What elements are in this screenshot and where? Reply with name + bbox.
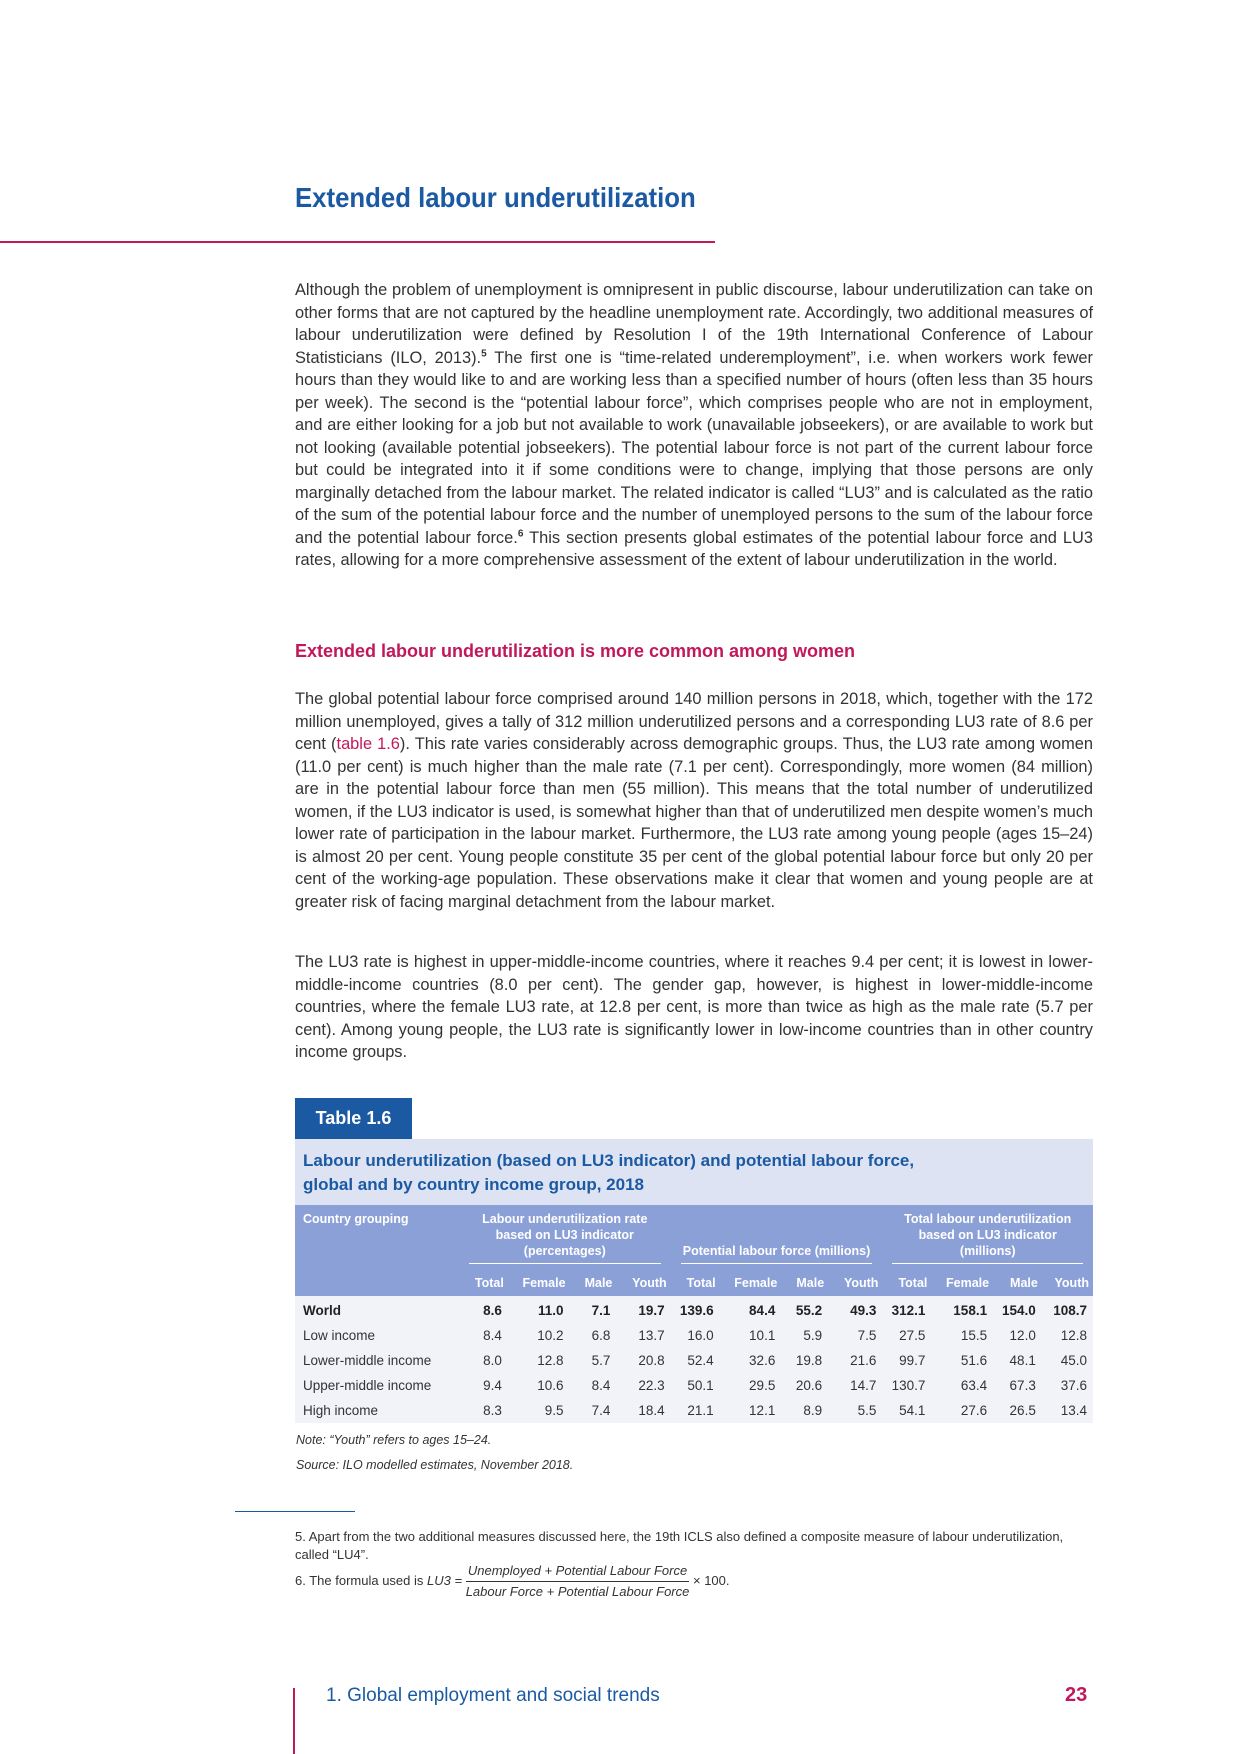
table-cell: 7.4 <box>570 1398 617 1423</box>
subheader-female: Female <box>720 1268 782 1296</box>
table-row-lower-middle-income <box>295 1348 1093 1373</box>
subheader-female: Female <box>508 1268 570 1296</box>
formula-denominator: Labour Force + Potential Labour Force <box>465 1584 690 1599</box>
header-total-underutilization: Total labour underutilization based on LU3 indicator (millions) <box>882 1205 1093 1268</box>
subheader-total: Total <box>671 1268 720 1296</box>
table-cell: 14.7 <box>828 1373 882 1398</box>
formula-lhs: LU3 = <box>427 1572 463 1588</box>
table-cell: 99.7 <box>882 1348 931 1373</box>
subheader-total: Total <box>882 1268 931 1296</box>
formula-fraction <box>466 1562 690 1601</box>
table-cell: 8.6 <box>459 1296 508 1323</box>
table-cell: 52.4 <box>671 1348 720 1373</box>
subheader-youth: Youth <box>828 1268 882 1296</box>
table-cell: 19.7 <box>616 1296 670 1323</box>
subheader-total: Total <box>459 1268 508 1296</box>
table-cell: 13.7 <box>616 1323 670 1348</box>
subheader-youth: Youth <box>616 1268 670 1296</box>
body-paragraph-women <box>295 688 1093 913</box>
table-cell: 11.0 <box>508 1296 570 1323</box>
table-cell: 49.3 <box>828 1296 882 1323</box>
row-label: Low income <box>295 1323 459 1348</box>
table-cell: 51.6 <box>931 1348 993 1373</box>
formula-suffix: × 100. <box>693 1572 730 1588</box>
table-row-world <box>295 1296 1093 1323</box>
subheader-male: Male <box>570 1268 617 1296</box>
subheader-male: Male <box>781 1268 828 1296</box>
table-cell: 26.5 <box>993 1398 1042 1423</box>
body-text-a: The global potential labour force comprised around 140 million persons in 2018, which, together with the 172 million unemployed, gives a tally of 312 million underutilized persons and a corresponding LU3 rate of 8.6 per cent ( <box>295 690 1093 753</box>
subheader-male: Male <box>993 1268 1042 1296</box>
table-cell: 19.8 <box>781 1348 828 1373</box>
table-cell: 5.9 <box>781 1323 828 1348</box>
table-cell: 54.1 <box>882 1398 931 1423</box>
section-title: Extended labour underutilization <box>295 182 696 213</box>
table-cell: 12.8 <box>1042 1323 1093 1348</box>
table-cell: 27.5 <box>882 1323 931 1348</box>
footnote-6 <box>295 1562 1093 1601</box>
table-cell: 10.1 <box>720 1323 782 1348</box>
table-note: Note: “Youth” refers to ages 15–24. <box>296 1433 492 1447</box>
table-container <box>295 1139 1093 1423</box>
footnote-5: 5. Apart from the two additional measures discussed here, the 19th ICLS also defined a composite measure of labour underutilization, called “LU4”. <box>295 1529 1064 1562</box>
table-cell: 12.0 <box>993 1323 1042 1348</box>
intro-text-a: Although the problem of unemployment is omnipresent in public discourse, labour underutilization can take on other forms that are not captured by the headline unemployment rate. Accordingly, two additional measures of labour underutilization were defined by Resolution I of the 19th International Conference of Labour Statisticians (ILO, 2013). <box>295 281 1093 367</box>
table-cell: 6.8 <box>570 1323 617 1348</box>
table-cell: 12.8 <box>508 1348 570 1373</box>
table-cell: 32.6 <box>720 1348 782 1373</box>
table-cell: 8.4 <box>459 1323 508 1348</box>
table-cell: 8.0 <box>459 1348 508 1373</box>
table-cell: 8.3 <box>459 1398 508 1423</box>
table-cell: 20.8 <box>616 1348 670 1373</box>
body-text-b: ). This rate varies considerably across demographic groups. Thus, the LU3 rate among women (11.0 per cent) is much higher than the male rate (7.1 per cent). Correspondingly, more women (84 million) are in the potential labour force than men (55 million). This means that the total number of underutilized women, if the LU3 indicator is used, is somewhat higher than that of underutilized men despite women’s much lower rate of participation in the labour market. Furthermore, the LU3 rate among young people (ages 15–24) is almost 20 per cent. Young people constitute 35 per cent of the global potential labour force but only 20 per cent of the working-age population. These observations make it clear that women and young people are at greater risk of facing marginal detachment from the labour market. <box>295 735 1093 911</box>
intro-text-b: The first one is “time-related underemployment”, i.e. when workers work fewer hours than they would like to and are working less than a specified number of hours (often less than 35 hours per week). The second is the “potential labour force”, which comprises people who are not in employment, and are either looking for a job but not available to work (unavailable jobseekers), or are available to work but not looking (available potential jobseekers). The potential labour force is not part of the current labour force but could be integrated into it if some conditions were to change, implying that those persons are only marginally detached from the labour market. The related indicator is called “LU3” and is calculated as the ratio of the sum of the potential labour force and the number of unemployed persons to the sum of the labour force and the potential labour force. <box>295 348 1093 547</box>
table-row-high-income <box>295 1398 1093 1423</box>
footer-accent-bar <box>293 1688 295 1754</box>
table-cell: 21.1 <box>671 1398 720 1423</box>
table-cell: 158.1 <box>931 1296 993 1323</box>
table-row-upper-middle-income <box>295 1373 1093 1398</box>
footnote-separator <box>235 1511 355 1512</box>
table-title: Labour underutilization (based on LU3 indicator) and potential labour force, global and by country income group, 2018 <box>303 1151 915 1194</box>
table-cell: 27.6 <box>931 1398 993 1423</box>
table-cell: 67.3 <box>993 1373 1042 1398</box>
table-cell: 50.1 <box>671 1373 720 1398</box>
table-cell: 15.5 <box>931 1323 993 1348</box>
table-cell: 29.5 <box>720 1373 782 1398</box>
table-cell: 108.7 <box>1042 1296 1093 1323</box>
table-cell: 84.4 <box>720 1296 782 1323</box>
table-link[interactable]: table 1.6 <box>336 735 400 753</box>
table-cell: 8.9 <box>781 1398 828 1423</box>
subheader-youth: Youth <box>1042 1268 1093 1296</box>
row-label: World <box>295 1296 459 1323</box>
table-cell: 9.4 <box>459 1373 508 1398</box>
row-label: Lower-middle income <box>295 1348 459 1373</box>
table-cell: 7.5 <box>828 1323 882 1348</box>
section-title-rule <box>0 241 715 243</box>
table-cell: 37.6 <box>1042 1373 1093 1398</box>
table-cell: 55.2 <box>781 1296 828 1323</box>
table-cell: 312.1 <box>882 1296 931 1323</box>
page-number: 23 <box>1065 1684 1088 1706</box>
header-potential-labour-force: Potential labour force (millions) <box>671 1205 883 1268</box>
table-cell: 63.4 <box>931 1373 993 1398</box>
table-cell: 16.0 <box>671 1323 720 1348</box>
table-source: Source: ILO modelled estimates, November 2018. <box>296 1458 574 1472</box>
table-row-low-income <box>295 1323 1093 1348</box>
table-label: Table 1.6 <box>295 1098 412 1139</box>
table-cell: 154.0 <box>993 1296 1042 1323</box>
footnote-ref-5[interactable]: 5 <box>481 348 487 360</box>
row-label: Upper-middle income <box>295 1373 459 1398</box>
subheader-female: Female <box>931 1268 993 1296</box>
table-cell: 13.4 <box>1042 1398 1093 1423</box>
table-cell: 21.6 <box>828 1348 882 1373</box>
table-cell: 22.3 <box>616 1373 670 1398</box>
row-label: High income <box>295 1398 459 1423</box>
table-cell: 10.6 <box>508 1373 570 1398</box>
table-cell: 5.7 <box>570 1348 617 1373</box>
table-cell: 20.6 <box>781 1373 828 1398</box>
table-cell: 9.5 <box>508 1398 570 1423</box>
intro-paragraph <box>295 279 1093 572</box>
table-cell: 130.7 <box>882 1373 931 1398</box>
table-cell: 12.1 <box>720 1398 782 1423</box>
table-cell: 8.4 <box>570 1373 617 1398</box>
header-lu3-rate: Labour underutilization rate based on LU3 indicator (percentages) <box>459 1205 671 1268</box>
data-table <box>295 1205 1093 1423</box>
footnote-ref-6[interactable]: 6 <box>517 528 524 540</box>
table-cell: 48.1 <box>993 1348 1042 1373</box>
footnote-6-prefix: 6. The formula used is <box>295 1572 424 1588</box>
intro-text-c: This section presents global estimates of the potential labour force and LU3 rates, allowing for a more comprehensive assessment of the extent of labour underutilization in the world. <box>295 528 1094 569</box>
table-cell: 45.0 <box>1042 1348 1093 1373</box>
table-cell: 18.4 <box>616 1398 670 1423</box>
subsection-heading: Extended labour underutilization is more common among women <box>295 641 856 661</box>
table-cell: 139.6 <box>671 1296 720 1323</box>
footer-chapter-title: 1. Global employment and social trends <box>326 1685 660 1706</box>
table-cell: 7.1 <box>570 1296 617 1323</box>
table-cell: 10.2 <box>508 1323 570 1348</box>
header-blank <box>295 1268 459 1296</box>
formula-numerator: Unemployed + Potential Labour Force <box>466 1562 690 1582</box>
header-country-grouping: Country grouping <box>295 1205 459 1268</box>
body-paragraph-income: The LU3 rate is highest in upper-middle-income countries, where it reaches 9.4 per cent; it is lowest in lower-middle-income countries (8.0 per cent). The gender gap, however, is highest in lower-middle-income countries, where the female LU3 rate, at 12.8 per cent, is more than twice as high as the male rate (5.7 per cent). Among young people, the LU3 rate is significantly lower in low-income countries than in other country income groups. <box>295 953 1093 1061</box>
table-cell: 5.5 <box>828 1398 882 1423</box>
